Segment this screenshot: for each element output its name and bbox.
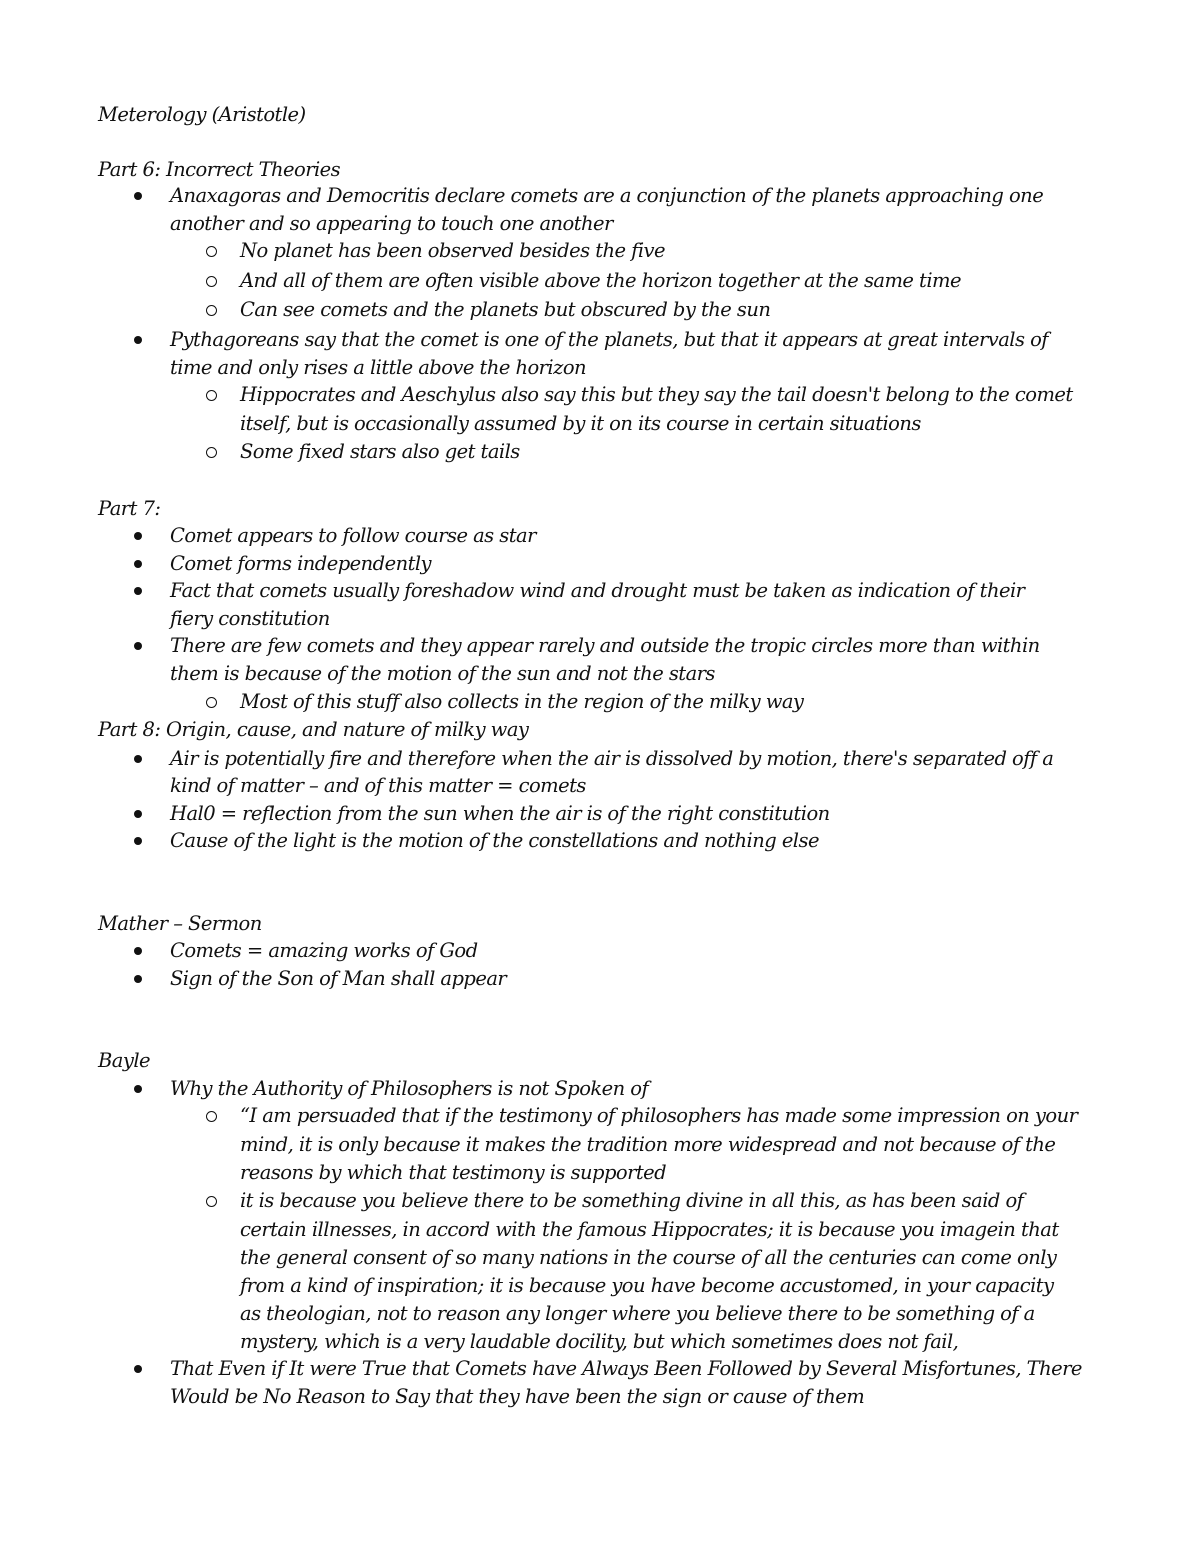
sublist-item-line: as theologian, not to reason any longer where you believe there to be something of a — [240, 1302, 1035, 1325]
list-item-line: Sign of the Son of Man shall appear — [170, 967, 507, 990]
bullet-circle-icon — [206, 697, 217, 708]
list-item-line: Comet appears to follow course as star — [170, 524, 536, 547]
bullet-disc-icon — [134, 642, 142, 650]
bullet-disc-icon — [134, 560, 142, 568]
bullet-disc-icon — [134, 837, 142, 845]
bullet-disc-icon — [134, 1365, 142, 1373]
sublist-item-line: it is because you believe there to be something divine in all this, as has been said of — [240, 1189, 1024, 1212]
bullet-disc-icon — [134, 587, 142, 595]
bullet-disc-icon — [134, 975, 142, 983]
sublist-item-line: itself, but is occasionally assumed by it on its course in certain situations — [240, 412, 921, 435]
list-item-line: Comets = amazing works of God — [170, 939, 478, 962]
bullet-circle-icon — [206, 1111, 217, 1122]
bullet-circle-icon — [206, 305, 217, 316]
sublist-item-line: the general consent of so many nations in the course of all the centuries can come only — [240, 1246, 1057, 1269]
list-item-line: them is because of the motion of the sun and not the stars — [170, 662, 715, 685]
list-item-line: Fact that comets usually foreshadow wind and drought must be taken as indication of their — [170, 579, 1025, 602]
list-item-line: Would be No Reason to Say that they have been the sign or cause of them — [170, 1385, 865, 1408]
sublist-item-line: Some fixed stars also get tails — [240, 440, 520, 463]
section-heading: Bayle — [98, 1049, 150, 1072]
list-item-line: Hal0 = reflection from the sun when the air is of the right constitution — [170, 802, 830, 825]
bullet-circle-icon — [206, 276, 217, 287]
list-item-line: There are few comets and they appear rarely and outside the tropic circles more than within — [170, 634, 1040, 657]
sublist-item-line: reasons by which that testimony is supported — [240, 1161, 667, 1184]
bullet-circle-icon — [206, 1196, 217, 1207]
bullet-circle-icon — [206, 390, 217, 401]
section-heading: Mather – Sermon — [98, 912, 262, 935]
bullet-disc-icon — [134, 192, 142, 200]
section-heading: Meterology (Aristotle) — [98, 103, 306, 126]
section-heading: Part 7: — [98, 497, 161, 520]
bullet-disc-icon — [134, 755, 142, 763]
sublist-item-line: “I am persuaded that if the testimony of philosophers has made some impression on your — [240, 1104, 1078, 1127]
list-item-line: kind of matter – and of this matter = comets — [170, 774, 586, 797]
list-item-line: Pythagoreans say that the comet is one of the planets, but that it appears at great intervals of — [170, 328, 1048, 351]
sublist-item-line: Most of this stuff also collects in the region of the milky way — [240, 690, 804, 713]
bullet-disc-icon — [134, 810, 142, 818]
bullet-disc-icon — [134, 532, 142, 540]
list-item-line: Anaxagoras and Democritis declare comets are a conjunction of the planets approaching one — [170, 184, 1044, 207]
list-item-line: Air is potentially fire and therefore when the air is dissolved by motion, there's separated off a — [170, 747, 1054, 770]
sublist-item-line: Can see comets and the planets but obscured by the sun — [240, 298, 771, 321]
list-item-line: Cause of the light is the motion of the constellations and nothing else — [170, 829, 819, 852]
sublist-item-line: No planet has been observed besides the five — [240, 239, 665, 262]
sublist-item-line: from a kind of inspiration; it is because you have become accustomed, in your capacity — [240, 1274, 1054, 1297]
sublist-item-line: mind, it is only because it makes the tradition more widespread and not because of the — [240, 1133, 1056, 1156]
list-item-line: time and only rises a little above the horizon — [170, 356, 587, 379]
bullet-disc-icon — [134, 947, 142, 955]
section-heading: Part 8: Origin, cause, and nature of milky way — [98, 718, 529, 741]
section-heading: Part 6: Incorrect Theories — [98, 158, 341, 181]
sublist-item-line: mystery, which is a very laudable docility, but which sometimes does not fail, — [240, 1330, 959, 1353]
list-item-line: another and so appearing to touch one another — [170, 212, 613, 235]
bullet-circle-icon — [206, 246, 217, 257]
bullet-disc-icon — [134, 336, 142, 344]
list-item-line: Why the Authority of Philosophers is not Spoken of — [170, 1077, 649, 1100]
list-item-line: fiery constitution — [170, 607, 330, 630]
bullet-circle-icon — [206, 447, 217, 458]
bullet-disc-icon — [134, 1085, 142, 1093]
list-item-line: Comet forms independently — [170, 552, 432, 575]
sublist-item-line: Hippocrates and Aeschylus also say this but they say the tail doesn't belong to the comet — [240, 383, 1073, 406]
list-item-line: That Even if It were True that Comets have Always Been Followed by Several Misfortunes, There — [170, 1357, 1082, 1380]
sublist-item-line: And all of them are often visible above the horizon together at the same time — [240, 269, 961, 292]
sublist-item-line: certain illnesses, in accord with the famous Hippocrates; it is because you imagein that — [240, 1218, 1059, 1241]
